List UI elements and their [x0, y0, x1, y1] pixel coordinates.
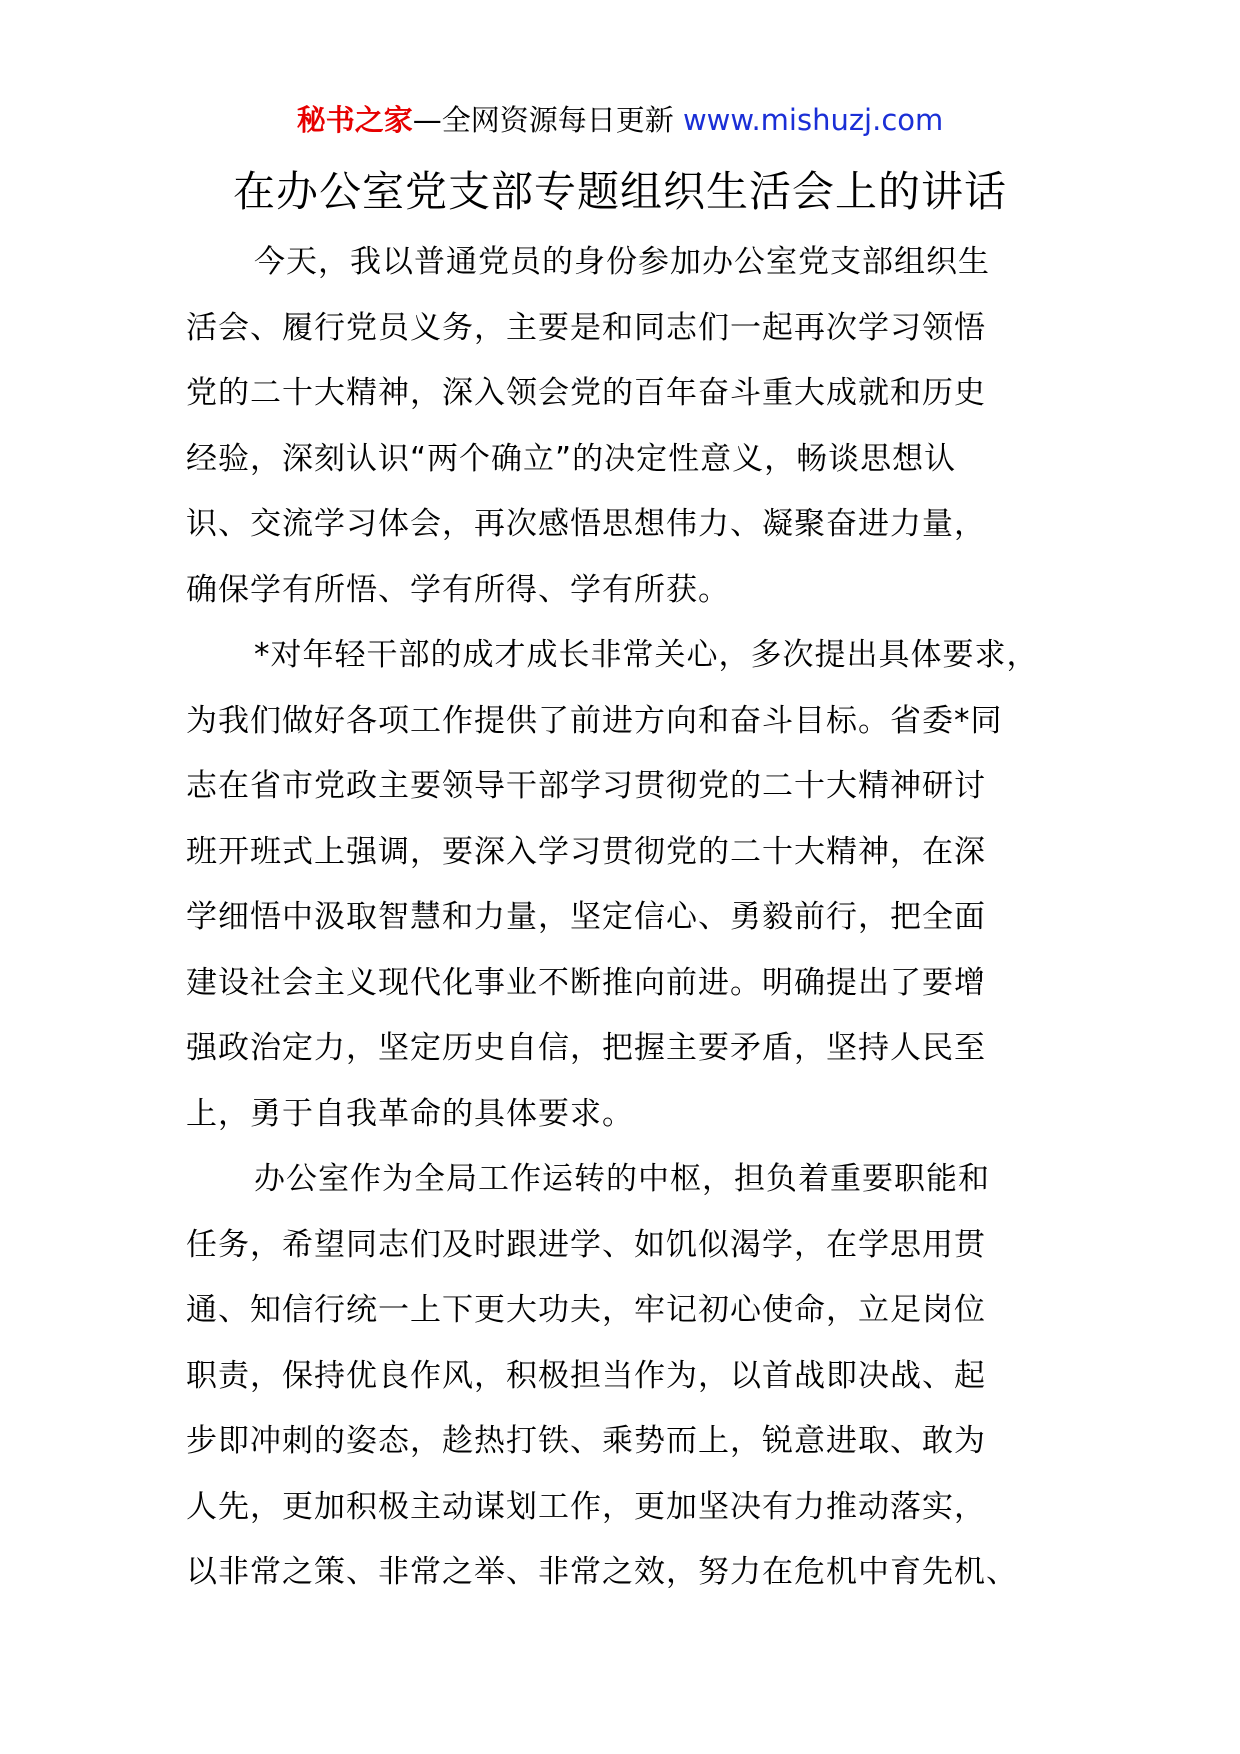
- site-slogan: —全网资源每日更新: [412, 103, 674, 137]
- paragraph-1-line: 党的二十大精神，深入领会党的百年奋斗重大成就和历史: [186, 375, 986, 411]
- document-body: [186, 230, 1066, 1606]
- paragraph-1-line: 识、交流学习体会，再次感悟思想伟力、凝聚奋进力量，: [186, 506, 986, 542]
- paragraph-2-line: *对年轻干部的成才成长非常关心，多次提出具体要求，: [254, 637, 1039, 673]
- paragraph-3-line: 通、知信行统一上下更大功夫，牢记初心使命，立足岗位: [186, 1292, 986, 1328]
- paragraph-2-line: 强政治定力，坚定历史自信，把握主要矛盾，坚持人民至: [186, 1030, 986, 1066]
- paragraph-2-line: 班开班式上强调，要深入学习贯彻党的二十大精神，在深: [186, 833, 986, 870]
- paragraph-3-line: 任务，希望同志们及时跟进学、如饥似渴学，在学思用贯: [186, 1226, 986, 1263]
- site-header: [0, 100, 1240, 140]
- paragraph-3-line: 步即冲刺的姿态，趁热打铁、乘势而上，锐意进取、敢为: [186, 1423, 986, 1459]
- paragraph-2-line: 志在省市党政主要领导干部学习贯彻党的二十大精神研讨: [186, 768, 986, 804]
- paragraph-2-line: 建设社会主义现代化事业不断推向前进。明确提出了要增: [186, 964, 986, 1001]
- paragraph-3-line: 办公室作为全局工作运转的中枢，担负着重要职能和: [254, 1161, 990, 1197]
- paragraph-1-line: 确保学有所悟、学有所得、学有所获。: [186, 571, 730, 608]
- paragraph-3-line: 人先，更加积极主动谋划工作，更加坚决有力推动落实，: [186, 1488, 986, 1525]
- document-title: 在办公室党支部专题组织生活会上的讲话: [232, 167, 1007, 216]
- paragraph-2-line: 学细悟中汲取智慧和力量，坚定信心、勇毅前行，把全面: [186, 899, 986, 935]
- paragraph-1-line: 活会、履行党员义务，主要是和同志们一起再次学习领悟: [186, 309, 986, 346]
- site-url-link[interactable]: www.mishuzj.com: [682, 103, 944, 137]
- paragraph-2-line: 为我们做好各项工作提供了前进方向和奋斗目标。省委*同: [186, 702, 1003, 739]
- paragraph-3-line: 以非常之策、非常之举、非常之效，努力在危机中育先机、: [186, 1554, 1018, 1590]
- paragraph-1-line: 今天，我以普通党员的身份参加办公室党支部组织生: [254, 244, 990, 280]
- paragraph-3-line: 职责，保持优良作风，积极担当作为，以首战即决战、起: [186, 1357, 986, 1394]
- paragraph-1-line: 经验，深刻认识“两个确立”的决定性意义，畅谈思想认: [186, 440, 957, 477]
- site-brand: 秘书之家: [296, 103, 413, 137]
- paragraph-2-line: 上，勇于自我革命的具体要求。: [186, 1095, 634, 1132]
